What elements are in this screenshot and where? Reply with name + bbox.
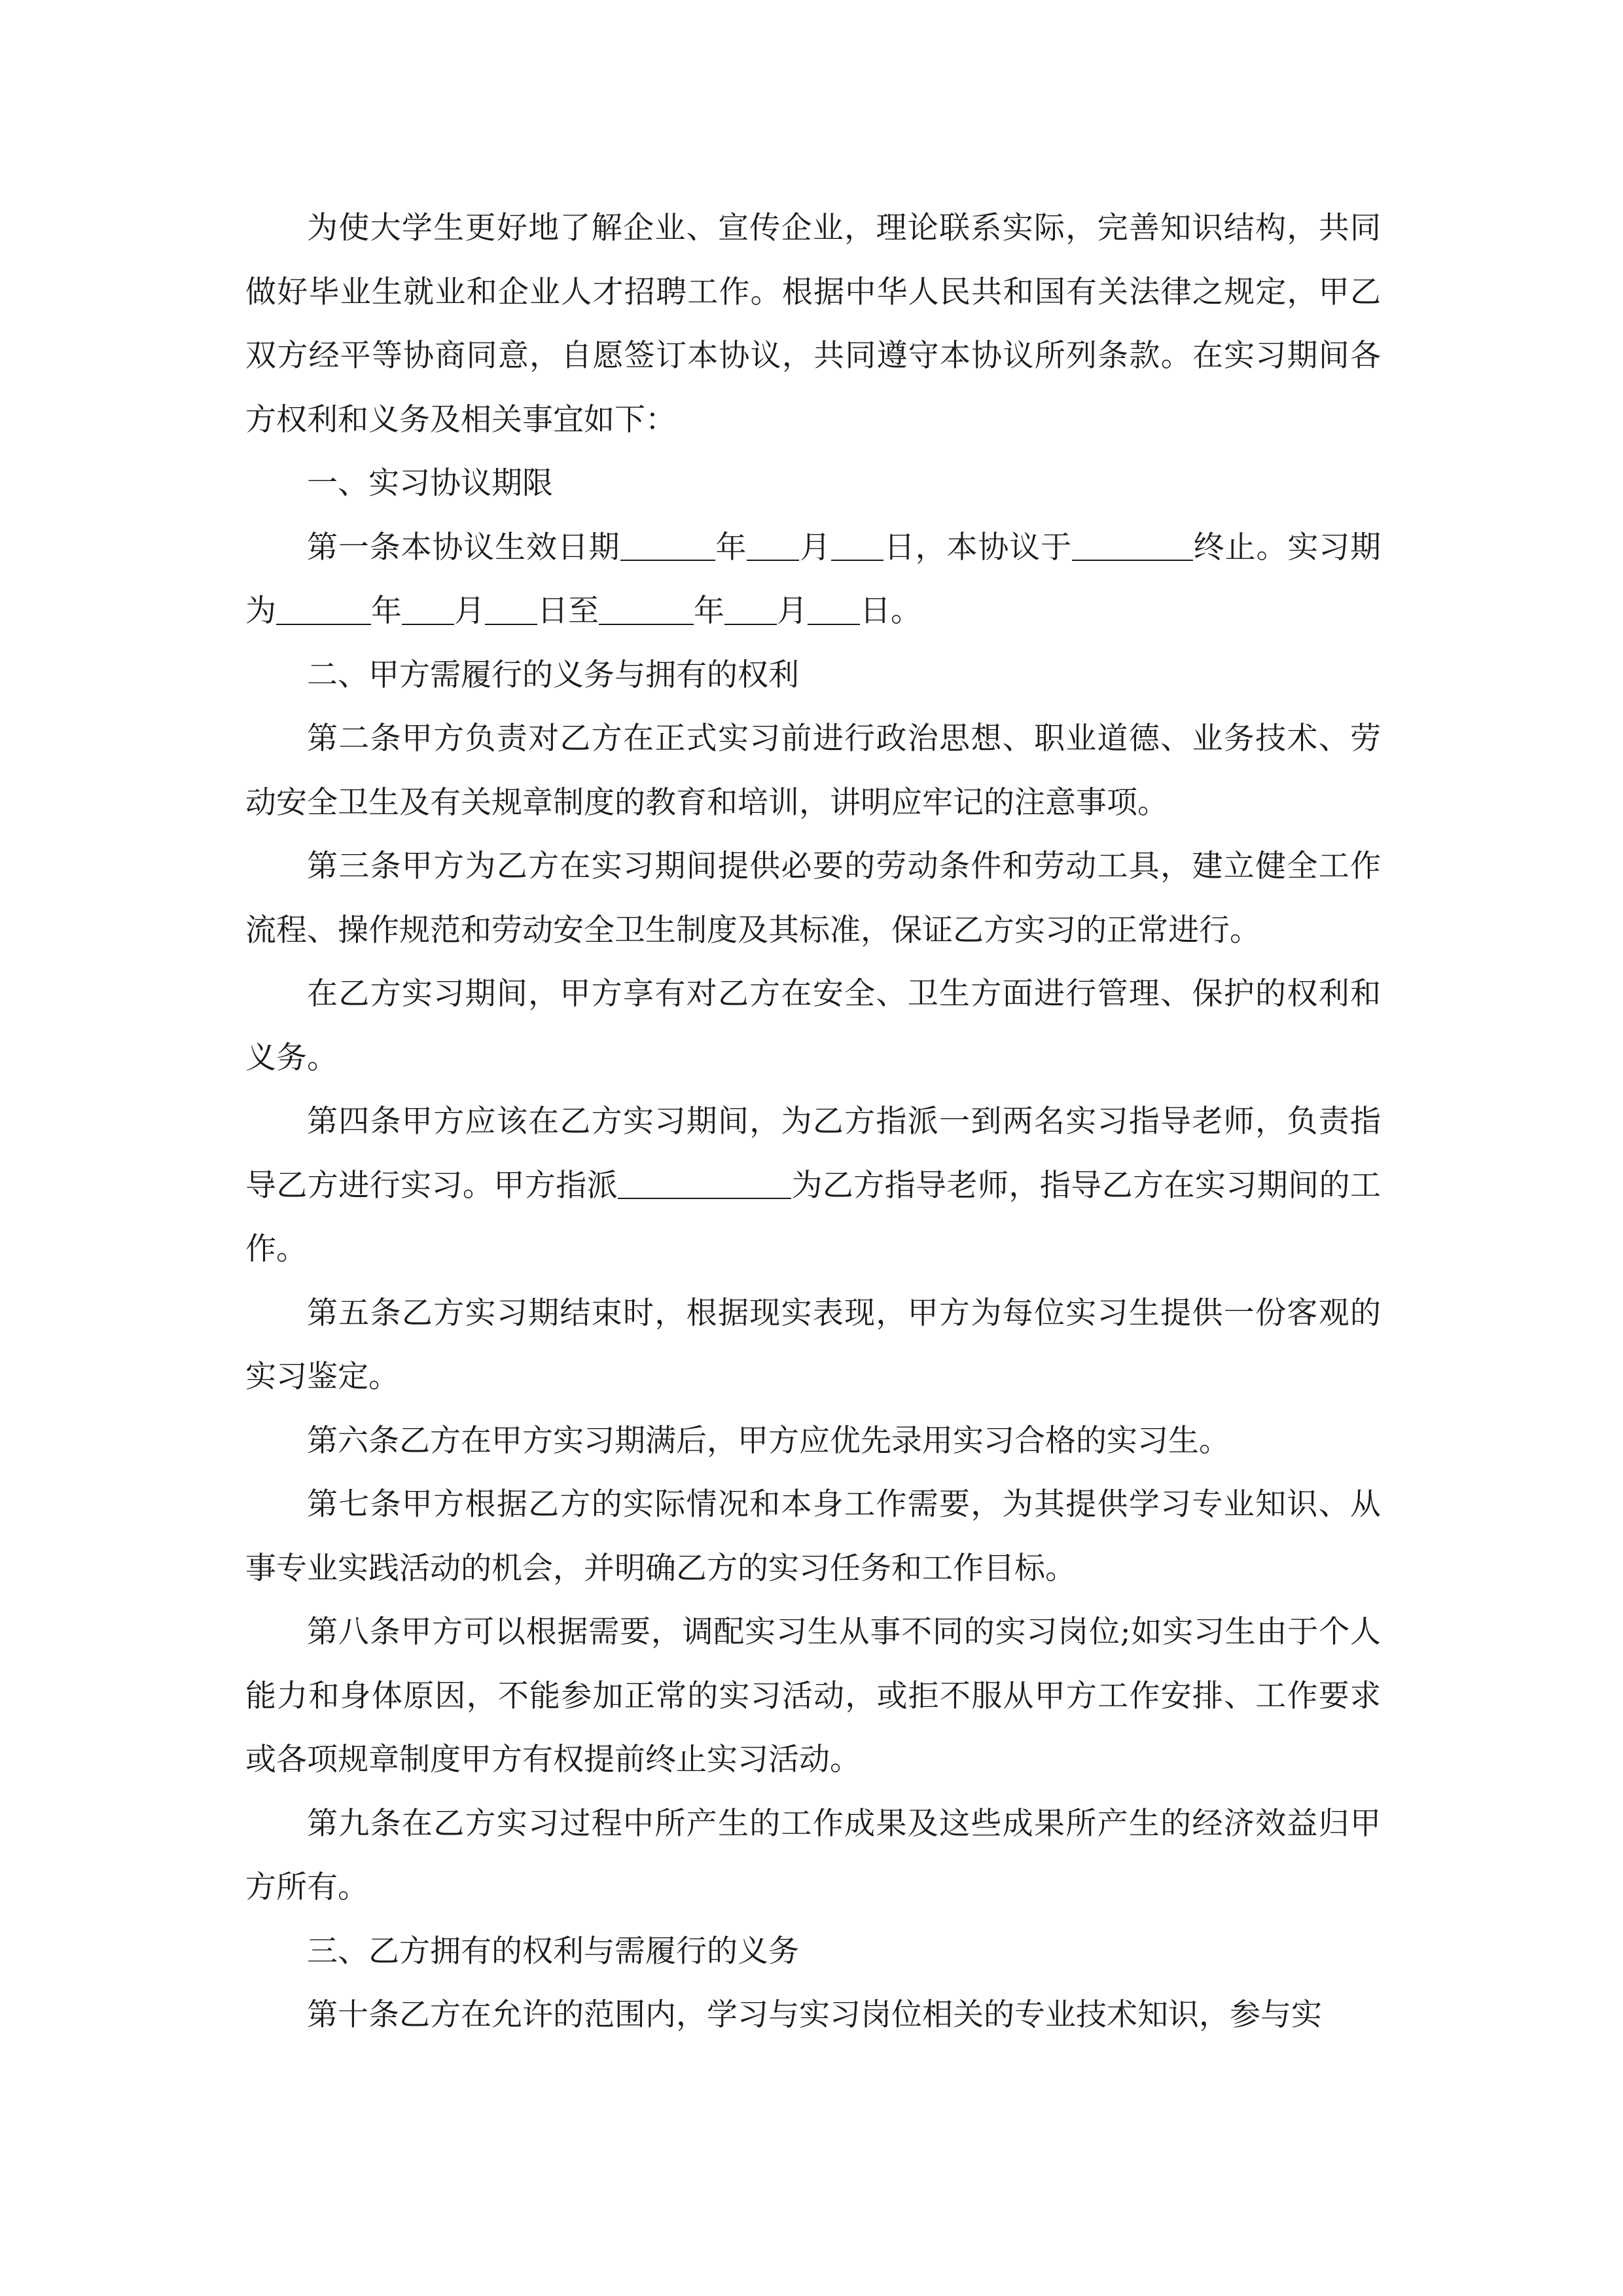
day-to-label: 日至 — [537, 593, 599, 629]
effective-day-blank — [831, 529, 883, 561]
day-end-label: 日。 — [860, 593, 921, 629]
year-label: 年 — [371, 593, 402, 629]
year-label: 年 — [715, 529, 747, 565]
effective-year-blank — [620, 529, 715, 561]
termination-blank — [1072, 529, 1193, 561]
article-9: 第九条在乙方实习过程中所产生的工作成果及这些成果所产生的经济效益归甲方所有。 — [245, 1805, 1381, 1905]
article-4-text: 第四条甲方应该在乙方实习期间，为乙方指派一到两名实习指导老师，负责指导乙方进行实习。甲方指派 — [245, 1103, 1381, 1204]
article-1 — [245, 516, 1381, 643]
mentor-name-blank — [618, 1167, 791, 1199]
document-body — [245, 196, 1381, 2047]
section-heading-party-a: 二、甲方需履行的义务与拥有的权利 — [307, 656, 799, 693]
period-start-day-blank — [485, 593, 537, 625]
period-end-year-blank — [599, 593, 694, 625]
period-end-day-blank — [808, 593, 860, 625]
intro-paragraph: 为使大学生更好地了解企业、宣传企业，理论联系实际，完善知识结构，共同做好毕业生就业和企业人才招聘工作。根据中华人民共和国有关法律之规定，甲乙双方经平等协商同意，自愿签订本协议，共同遵守本协议所列条款。在实习期间各方权利和义务及相关事宜如下： — [245, 210, 1381, 438]
article-5: 第五条乙方实习期结束时，根据现实表现，甲方为每位实习生提供一份客观的实习鉴定。 — [245, 1295, 1381, 1395]
month-label: 月 — [799, 529, 831, 565]
article-3: 第三条甲方为乙方在实习期间提供必要的劳动条件和劳动工具，建立健全工作流程、操作规范和劳动安全卫生制度及其标准，保证乙方实习的正常进行。 — [245, 848, 1381, 948]
section-heading-term: 一、实习协议期限 — [307, 465, 553, 501]
effective-month-blank — [747, 529, 799, 561]
section-heading-party-b: 三、乙方拥有的权利与需履行的义务 — [307, 1933, 799, 1969]
month-label: 月 — [777, 593, 808, 629]
article-4 — [245, 1090, 1381, 1282]
year-label: 年 — [694, 593, 724, 629]
article-8: 第八条甲方可以根据需要，调配实习生从事不同的实习岗位;如实习生由于个人能力和身体原因，不能参加正常的实习活动，或拒不服从甲方工作安排、工作要求或各项规章制度甲方有权提前终止实习活动。 — [245, 1614, 1381, 1778]
period-start-year-blank — [276, 593, 371, 625]
period-start-month-blank — [402, 593, 454, 625]
article-4-text-end: 为乙方指导老师，指导乙方在实习期间的工作。 — [245, 1167, 1382, 1267]
article-2: 第二条甲方负责对乙方在正式实习前进行政治思想、职业道德、业务技术、劳动安全卫生及有关规章制度的教育和培训，讲明应牢记的注意事项。 — [245, 721, 1381, 821]
article-3-continued: 在乙方实习期间，甲方享有对乙方在安全、卫生方面进行管理、保护的权利和义务。 — [245, 976, 1381, 1076]
article-6: 第六条乙方在甲方实习期满后，甲方应优先录用实习合格的实习生。 — [307, 1422, 1230, 1459]
day-label: 日，本协议于 — [883, 529, 1072, 565]
month-label: 月 — [454, 593, 485, 629]
article-10: 第十条乙方在允许的范围内，学习与实习岗位相关的专业技术知识，参与实 — [307, 1997, 1322, 2033]
period-end-month-blank — [724, 593, 777, 625]
termination-text: 终止。实习期为 — [245, 529, 1382, 629]
article-7: 第七条甲方根据乙方的实际情况和本身工作需要，为其提供学习专业知识、从事专业实践活动的机会，并明确乙方的实习任务和工作目标。 — [245, 1486, 1381, 1587]
article-1-text: 第一条本协议生效日期 — [307, 529, 620, 565]
